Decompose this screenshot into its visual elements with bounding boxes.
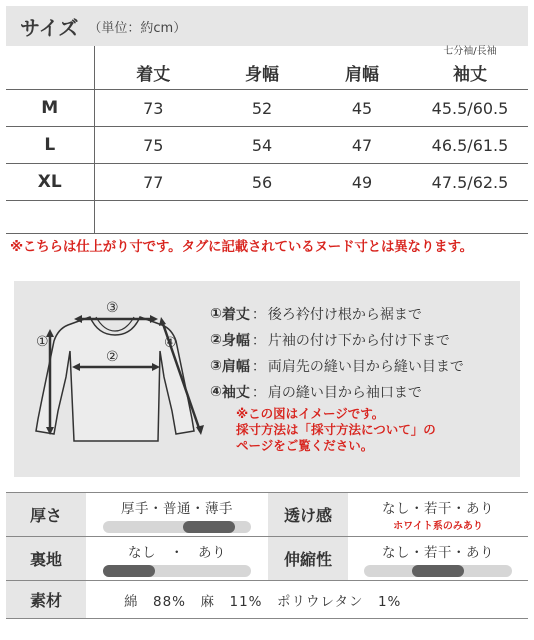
lining-bar	[103, 565, 251, 577]
table-cell: 47	[312, 127, 412, 164]
table-cell: 56	[212, 164, 312, 201]
lining-label: 裏地	[6, 537, 86, 581]
size-table-header	[6, 46, 528, 90]
size-row-XL	[6, 164, 528, 201]
thickness-value: 厚手・普通・薄手	[86, 493, 268, 537]
table-cell: 73	[94, 90, 212, 127]
table-cell: 75	[94, 127, 212, 164]
size-title: サイズ	[20, 15, 79, 40]
size-row-L	[6, 127, 528, 164]
column-header: 七分袖/長袖 袖丈	[412, 46, 528, 90]
size-label: M	[6, 90, 94, 127]
column-header: 身幅	[212, 46, 312, 90]
marker-4: ④	[164, 335, 177, 351]
size-row-empty	[6, 201, 528, 234]
column-header: 着丈	[94, 46, 212, 90]
size-label: XL	[6, 164, 94, 201]
legend-item-2: ② 身幅 ： 片袖の付け下から付け下まで	[210, 332, 450, 349]
lining-bar-fill	[103, 565, 155, 577]
legend-item-1: ① 着丈 ： 後ろ衿付け根から裾まで	[210, 306, 422, 323]
attributes-table	[6, 492, 528, 619]
corner-cell	[6, 46, 94, 90]
size-header	[6, 6, 528, 46]
thickness-bar	[103, 521, 251, 533]
stretch-value: なし・若干・あり	[348, 537, 528, 581]
thickness-label: 厚さ	[6, 493, 86, 537]
size-row-M	[6, 90, 528, 127]
garment-diagram	[14, 281, 214, 477]
table-cell: 45	[312, 90, 412, 127]
column-header: 肩幅	[312, 46, 412, 90]
table-cell: 47.5/62.5	[412, 164, 528, 201]
marker-1: ①	[36, 334, 49, 350]
material-row	[6, 581, 528, 619]
diagram-note: ※この図はイメージです。 採寸方法は「採寸方法について」の ページをご覧ください。	[236, 406, 436, 453]
legend-item-4: ④ 袖丈 ： 肩の縫い目から袖口まで	[210, 384, 422, 401]
table-cell: 49	[312, 164, 412, 201]
legend-item-3: ③ 肩幅 ： 両肩先の縫い目から縫い目まで	[210, 358, 464, 375]
material-label: 素材	[6, 581, 86, 619]
stretch-bar	[364, 565, 512, 577]
table-cell: 52	[212, 90, 312, 127]
sheer-value: なし・若干・あり ホワイト系のみあり	[348, 493, 528, 537]
table-cell: 54	[212, 127, 312, 164]
marker-2: ②	[106, 349, 119, 365]
notice-text: ※こちらは仕上がり寸です。タグに記載されているヌード寸とは異なります。	[10, 239, 473, 255]
stretch-label: 伸縮性	[268, 537, 348, 581]
measurement-legend	[210, 301, 510, 405]
diagram-panel	[14, 281, 520, 477]
material-value: 綿 88% 麻 11% ポリウレタン 1%	[86, 581, 528, 619]
sheer-label: 透け感	[268, 493, 348, 537]
table-cell: 77	[94, 164, 212, 201]
thickness-bar-fill	[183, 521, 235, 533]
sheer-note: ホワイト系のみあり	[393, 521, 483, 532]
size-unit: （単位：約cm）	[88, 20, 187, 36]
stretch-bar-fill	[412, 565, 464, 577]
size-table	[6, 46, 528, 234]
table-cell: 46.5/61.5	[412, 127, 528, 164]
size-label: L	[6, 127, 94, 164]
sleeve-sub-label: 七分袖/長袖	[443, 46, 497, 57]
lining-value: なし ・ あり	[86, 537, 268, 581]
marker-3: ③	[106, 300, 119, 316]
table-cell: 45.5/60.5	[412, 90, 528, 127]
